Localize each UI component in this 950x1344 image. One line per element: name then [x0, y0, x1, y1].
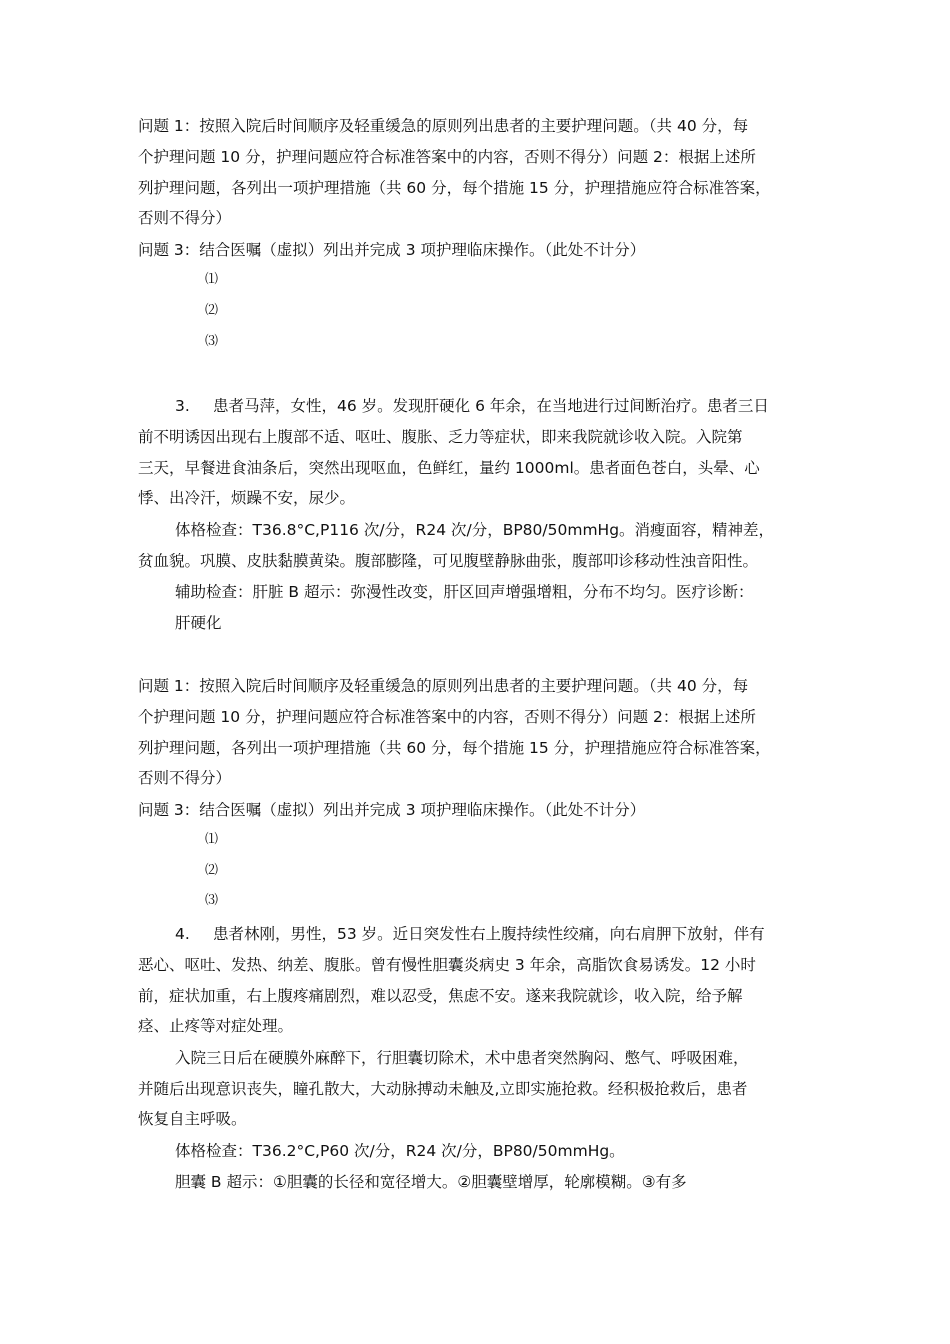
case-text: 痉、止疼等对症处理。: [138, 1017, 294, 1035]
physical-exam: 贫血貌。巩膜、皮肤黏膜黄染。腹部膨隆，可见腹壁静脉曲张，腹部叩诊移动性浊音阳性。: [138, 552, 759, 570]
question-1-line: 列护理问题，各列出一项护理措施（共 60 分，每个措施 15 分，护理措施应符合标准答案，: [138, 179, 771, 197]
case-text: 悸、出冷汗，烦躁不安，尿少。: [138, 489, 356, 507]
diagnosis: 肝硬化: [175, 614, 222, 632]
answer-item-3: ⑶: [205, 893, 219, 908]
case-text: 患者林刚，男性，53 岁。近日突发性右上腹持续性绞痛，向右肩胛下放射，伴有: [213, 925, 765, 943]
case-text: 患者马萍，女性，46 岁。发现肝硬化 6 年余，在当地进行过间断治疗。患者三日: [213, 397, 769, 415]
case-number: 3.: [175, 397, 190, 415]
surgery-text: 并随后出现意识丧失，瞳孔散大，大动脉搏动未触及,立即实施抢救。经积极抢救后，患者: [138, 1080, 748, 1098]
surgery-text: 入院三日后在硬膜外麻醉下，行胆囊切除术，术中患者突然胸闷、憋气、呼吸困难，: [175, 1049, 749, 1067]
auxiliary-exam: 辅助检查：肝脏 B 超示：弥漫性改变，肝区回声增强增粗，分布不均匀。医疗诊断：: [175, 583, 754, 601]
answer-item-2: ⑵: [205, 863, 219, 878]
surgery-text: 恢复自主呼吸。: [138, 1110, 247, 1128]
case-text: 恶心、呕吐、发热、纳差、腹胀。曾有慢性胆囊炎病史 3 年余，高脂饮食易诱发。12 小时: [138, 956, 756, 974]
case-3-first-line: [175, 395, 855, 417]
question-3-line: 问题 3：结合医嘱（虚拟）列出并完成 3 项护理临床操作。（此处不计分）: [138, 801, 646, 819]
answer-item-1: ⑴: [205, 272, 219, 287]
case-text: 前不明诱因出现右上腹部不适、呕吐、腹胀、乏力等症状，即来我院就诊收入院。入院第: [138, 428, 743, 446]
case-4-first-line: [175, 923, 855, 945]
question-1-line: 个护理问题 10 分，护理问题应符合标准答案中的内容，否则不得分）问题 2：根据上述所: [138, 148, 756, 166]
question-1-line: 问题 1：按照入院后时间顺序及轻重缓急的原则列出患者的主要护理问题。（共 40 分，每: [138, 117, 749, 135]
physical-exam: 体格检查：T36.8°C,P116 次/分，R24 次/分，BP80/50mmHg。消瘦面容，精神差，: [175, 521, 775, 539]
question-1-line: 问题 1：按照入院后时间顺序及轻重缓急的原则列出患者的主要护理问题。（共 40 分，每: [138, 677, 749, 695]
question-1-line: 列护理问题，各列出一项护理措施（共 60 分，每个措施 15 分，护理措施应符合标准答案，: [138, 739, 771, 757]
b-scan-result: 胆囊 B 超示：①胆囊的长径和宽径增大。②胆囊壁增厚，轮廓模糊。③有多: [175, 1173, 687, 1191]
case-text: 前，症状加重，右上腹疼痛剧烈，难以忍受，焦虑不安。遂来我院就诊，收入院，给予解: [138, 987, 743, 1005]
question-1-line: 否则不得分）: [138, 769, 232, 787]
question-1-line: 否则不得分）: [138, 209, 232, 227]
answer-item-3: ⑶: [205, 334, 219, 349]
physical-exam: 体格检查：T36.2°C,P60 次/分，R24 次/分，BP80/50mmHg。: [175, 1142, 625, 1160]
case-text: 三天，早餐进食油条后，突然出现呕血，色鲜红，量约 1000ml。患者面色苍白，头晕、心: [138, 459, 760, 477]
case-number: 4.: [175, 925, 190, 943]
question-3-line: 问题 3：结合医嘱（虚拟）列出并完成 3 项护理临床操作。（此处不计分）: [138, 241, 646, 259]
answer-item-2: ⑵: [205, 303, 219, 318]
question-1-line: 个护理问题 10 分，护理问题应符合标准答案中的内容，否则不得分）问题 2：根据上述所: [138, 708, 756, 726]
answer-item-1: ⑴: [205, 832, 219, 847]
